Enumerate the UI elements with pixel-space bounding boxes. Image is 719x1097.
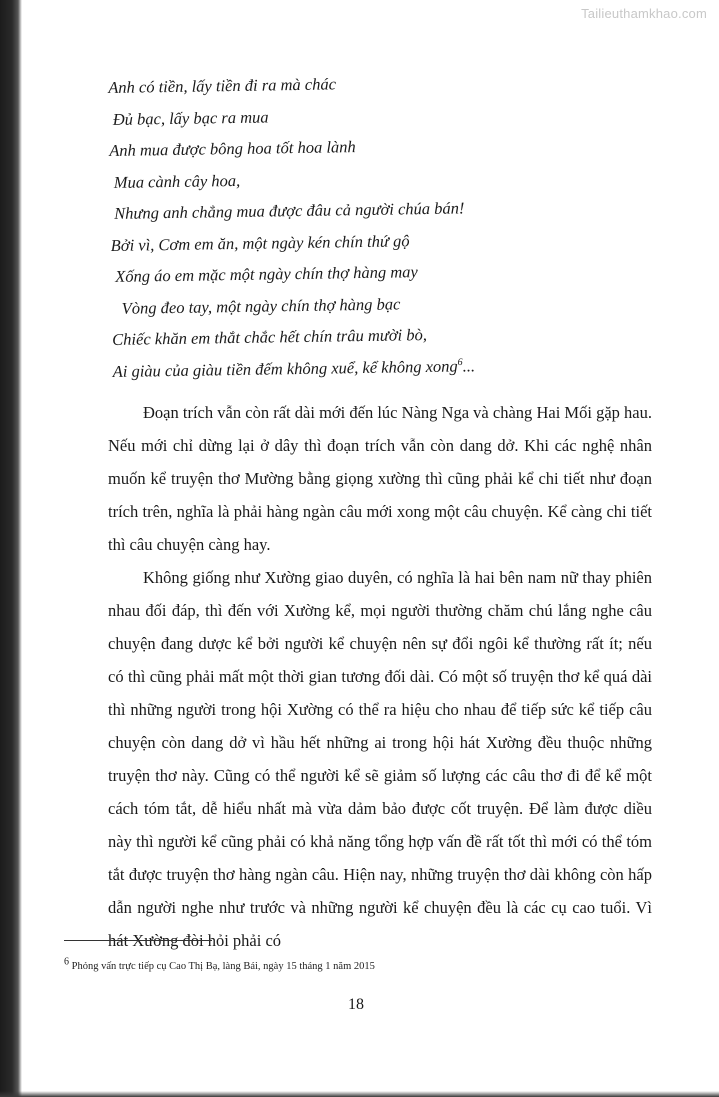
poem-line: Xống áo em mặc một ngày chín thợ hàng may — [115, 262, 418, 286]
poem-line: Vòng đeo tay, một ngày chín thợ hàng bạc — [121, 293, 401, 318]
poem-line: Đủ bạc, lấy bạc ra mua — [112, 106, 269, 129]
watermark: Tailieuthamkhao.com — [581, 6, 707, 21]
poem-line-text: Ai giàu của giàu tiền đếm không xuể, kể không xong — [112, 356, 458, 381]
scan-shadow-bottom — [0, 1091, 719, 1097]
paragraph: Đoạn trích vẫn còn rất dài mới đến lúc Nàng Nga và chàng Hai Mối gặp hau. Nếu mới chỉ dừng lại ở dây thì đoạn trích vẫn còn dang dở. Khi các nghệ nhân muốn kể truyện thơ Mường bằng giọng xường thì cũng phải kể chi tiết như đoạn trích trên, nghĩa là phải hàng ngàn câu mới xong một câu chuyện. Kể càng chi tiết thì câu chuyện càng hay. — [108, 403, 652, 554]
footnote — [64, 956, 375, 972]
poem-line: Nhưng anh chẳng mua được đâu cả người chúa bán! — [114, 198, 465, 223]
body-text — [108, 396, 652, 957]
paragraph: Không giống như Xường giao duyên, có nghĩa là hai bên nam nữ thay phiên nhau đối đáp, thì đến với Xường kể, mọi người thường chăm chú lắng nghe câu chuyện đang dược kể bởi người kể chuyện nên sự đổi ngôi kể thường rất ít; nếu có thì cũng phải mất một thời gian tương đối dài. Có một số truyện thơ kể quá dài thì những người trong hội Xường có thể ra hiệu cho nhau để tiếp sức kể tiếp câu chuyện còn dang dở vì hầu hết những ai trong hội hát Xường đều thuộc những truyện thơ này. Cũng có thể người kể sẽ giảm số lượng các câu thơ đi để kể một cách tóm tắt, dễ hiểu nhất mà vừa dảm bảo được cốt truyện. Để làm được diều này thì người kể cũng phải có khả năng tổng hợp vấn đề rất tốt thì mới có thể tóm tắt được truyện thơ hàng ngàn câu. Hiện nay, những truyện thơ dài không còn hấp dẫn người nghe như trước và những người kể chuyện đều là các cụ cao tuổi. Vì hát Xường đòi hỏi phải có — [108, 568, 652, 950]
poem-line: Bởi vì, Cơm em ăn, một ngày kén chín thứ gộ — [110, 230, 410, 255]
poem-ellipsis: ... — [462, 355, 476, 375]
poem-line: Chiếc khăn em thắt chắc hết chín trâu mười bò, — [112, 325, 428, 349]
footnote-reference: 6 — [457, 356, 463, 368]
poem-excerpt — [108, 63, 673, 387]
footnote-text: Phỏng vấn trực tiếp cụ Cao Thị Bạ, làng Bái, ngày 15 tháng 1 năm 2015 — [71, 961, 375, 972]
page-number: 18 — [348, 996, 364, 1013]
poem-line: Anh mua được bông hoa tốt hoa lành — [109, 137, 356, 160]
scan-shadow-left — [0, 0, 22, 1097]
footnote-divider — [64, 940, 212, 941]
poem-line: Mua cành cây hoa, — [113, 170, 241, 192]
footnote-mark: 6 — [64, 956, 69, 968]
poem-line: Anh có tiền, lấy tiền đi ra mà chác — [108, 74, 337, 97]
